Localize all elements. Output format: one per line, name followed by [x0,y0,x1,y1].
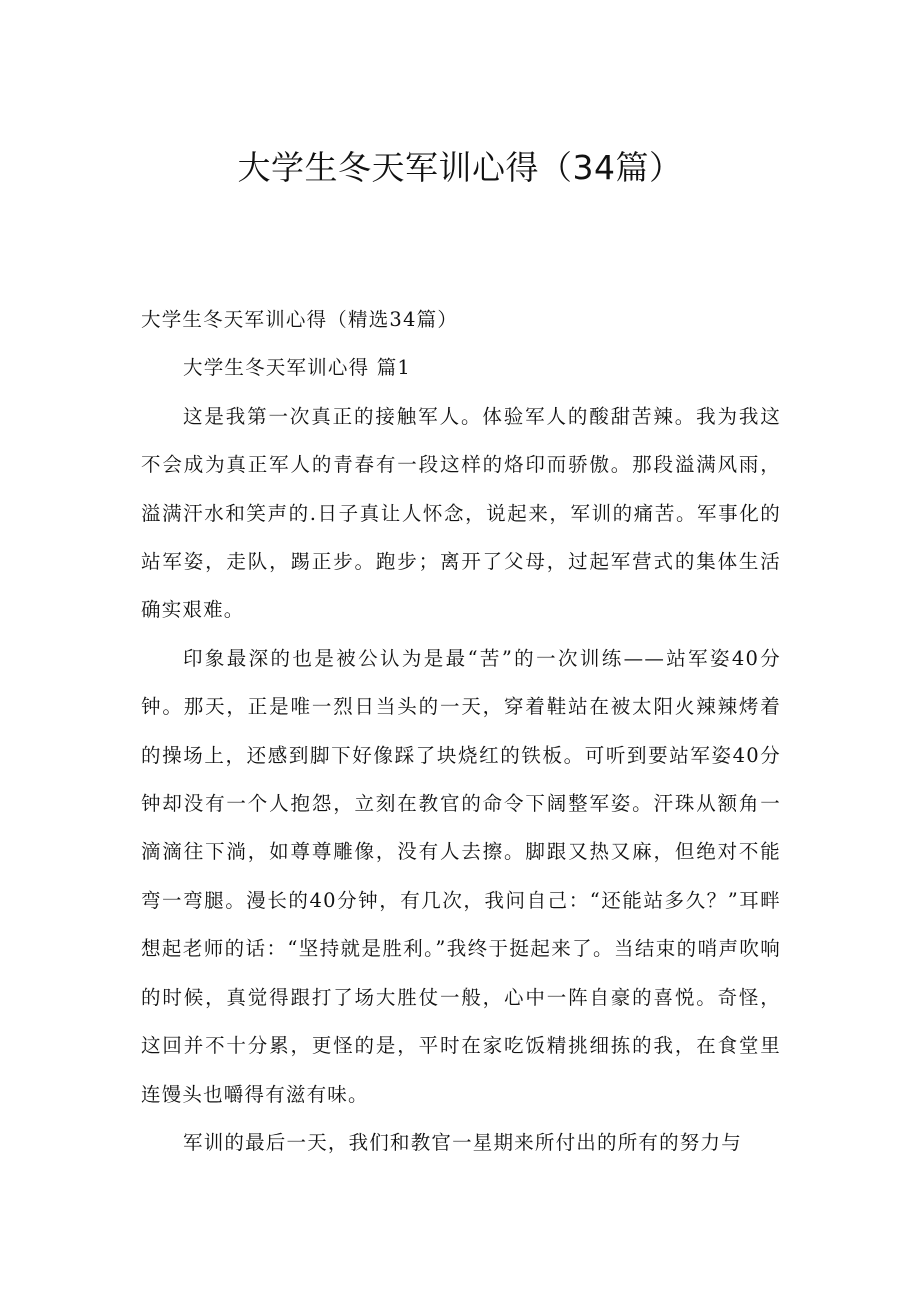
document-body [141,296,781,1167]
paragraph: 印象最深的也是被公认为是最“苦”的一次训练——站军姿40分钟。那天，正是唯一烈日当头的一天，穿着鞋站在被太阳火辣辣烤着的操场上，还感到脚下好像踩了块烧红的铁板。可听到要站军姿40分钟却没有一个人抱怨，立刻在教官的命令下阔整军姿。汗珠从额角一滴滴往下淌，如尊尊雕像，没有人去擦。脚跟又热又麻，但绝对不能弯一弯腿。漫长的40分钟，有几次，我问自己：“还能站多久？”耳畔想起老师的话：“坚持就是胜利。”我终于挺起来了。当结束的哨声吹响的时候，真觉得跟打了场大胜仗一般，心中一阵自豪的喜悦。奇怪，这回并不十分累，更怪的是，平时在家吃饭精挑细拣的我，在食堂里连馒头也嚼得有滋有味。 [141,646,781,1106]
paragraph: 军训的最后一天，我们和教官一星期来所付出的所有的努力与 [183,1130,742,1154]
section-heading: 大学生冬天军训心得 篇1 [183,356,412,380]
document-title: 大学生冬天军训心得（34篇） [237,148,683,187]
paragraph: 这是我第一次真正的接触军人。体验军人的酸甜苦辣。我为我这不会成为真正军人的青春有一段这样的烙印而骄傲。那段溢满风雨，溢满汗水和笑声的.日子真让人怀念，说起来，军训的痛苦。军事化的站军姿，走队，踢正步。跑步；离开了父母，过起军营式的集体生活确实艰难。 [141,404,781,622]
document-subtitle: 大学生冬天军训心得（精选34篇） [141,308,459,331]
